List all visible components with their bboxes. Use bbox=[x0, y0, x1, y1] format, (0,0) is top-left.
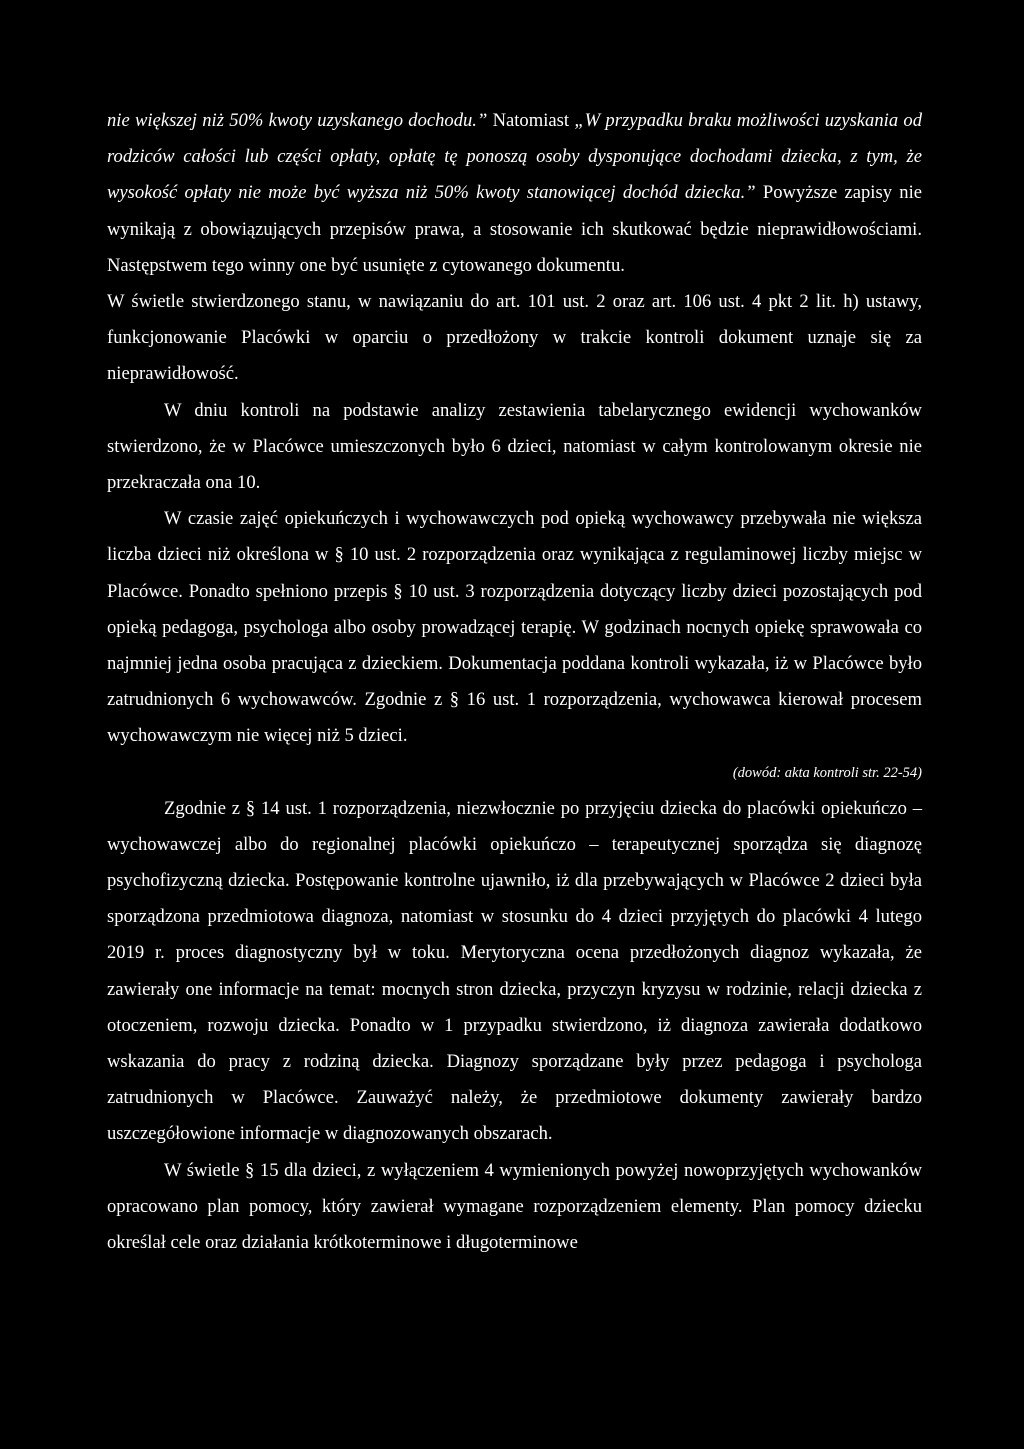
quote-fragment: nie większej niż 50% kwoty uzyskanego dochodu.” bbox=[107, 110, 488, 131]
text-fragment: W czasie zajęć opiekuńczych i wychowawczych pod opieką wychowawcy przebywała nie większa liczba dzieci niż określona w § 10 ust. 2 rozporządzenia oraz wynikająca z regulaminowej liczby miejsc w Placówce. Ponadto spełniono przepis § 10 ust. 3 rozporządzenia dotyczący liczby dzieci pozostających pod opieką pedagoga, psychologa albo osoby prowadzącej terapię. W godzinach nocnych opiekę sprawowała co najmniej jedna osoba pracująca z dzieckiem. Dokumentacja poddana kontroli wykazała, iż w Placówce było zatrudnionych 6 wychowawców. Zgodnie z § 16 ust. 1 rozporządzenia, wychowawca kierował procesem wychowawczym nie więcej niż 5 dzieci. bbox=[107, 508, 922, 747]
text-fragment: Powyższe zapisy nie wynikają z obowiązujących przepisów prawa, a stosowanie ich skutkować będzie nieprawidłowościami. Następstwem tego winny one być usunięte z cytowanego dokumentu. bbox=[107, 182, 922, 276]
paragraph-fee-quote bbox=[107, 103, 922, 284]
paragraph-children-count bbox=[107, 393, 922, 502]
text-fragment: Natomiast bbox=[487, 110, 575, 131]
paragraph-diagnosis bbox=[107, 791, 922, 1153]
evidence-source-note bbox=[107, 755, 922, 791]
quote-fragment: „W przypadku braku możliwości uzyskania od rodziców całości lub części opłaty, opłatę tę ponoszą osoby dysponujące dochodami dziecka, z tym, że wysokość opłaty nie może być wyższa niż 50% kwoty stanowiącej dochód dziecka.” bbox=[107, 110, 922, 204]
paragraph-help-plan bbox=[107, 1153, 922, 1262]
text-fragment: W świetle stwierdzonego stanu, w nawiązaniu do art. 101 ust. 2 oraz art. 106 ust. 4 pkt 2 lit. h) ustawy, funkcjonowanie Placówki w oparciu o przedłożony w trakcie kontroli dokument uznaje się za nieprawidłowość. bbox=[107, 291, 922, 385]
paragraph-care-staff bbox=[107, 501, 922, 754]
text-fragment: W dniu kontroli na podstawie analizy zestawienia tabelarycznego ewidencji wychowanków stwierdzono, że w Placówce umieszczonych było 6 dzieci, natomiast w całym kontrolowanym okresie nie przekraczała ona 10. bbox=[107, 399, 922, 494]
text-fragment: W świetle § 15 dla dzieci, z wyłączeniem 4 wymienionych powyżej nowoprzyjętych wychowanków opracowano plan pomocy, który zawierał wymagane rozporządzeniem elementy. Plan pomocy dziecku określał cele oraz działania krótkoterminowe i długoterminowe bbox=[107, 1159, 922, 1254]
text-fragment: Zgodnie z § 14 ust. 1 rozporządzenia, niezwłocznie po przyjęciu dziecka do placówki opiekuńczo – wychowawczej albo do regionalnej placówki opiekuńczo – terapeutycznej sporządza się diagnozę psychofizyczną dziecka. Postępowanie kontrolne ujawniło, iż dla przebywających w Placówce 2 dzieci była sporządzona przedmiotowa diagnoza, natomiast w stosunku do 4 dzieci przyjętych do placówki 4 lutego 2019 r. proces diagnostyczny był w toku. Merytoryczna ocena przedłożonych diagnoz wykazała, że zawierały one informacje na temat: mocnych stron dziecka, przyczyn kryzysu w rodzinie, relacji dziecka z otoczeniem, rozwoju dziecka. Ponadto w 1 przypadku stwierdzono, iż diagnoza zawierała dodatkowo wskazania do pracy z rodziną dziecka. Diagnozy sporządzane były przez pedagoga i psychologa zatrudnionych w Placówce. Zauważyć należy, że przedmiotowe dokumenty zawierały bardzo uszczegółowione informacje w diagnozowanych obszarach. bbox=[107, 797, 922, 1145]
paragraph-irregularity bbox=[107, 284, 922, 393]
source-note-text: (dowód: akta kontroli str. 22-54) bbox=[732, 764, 922, 781]
